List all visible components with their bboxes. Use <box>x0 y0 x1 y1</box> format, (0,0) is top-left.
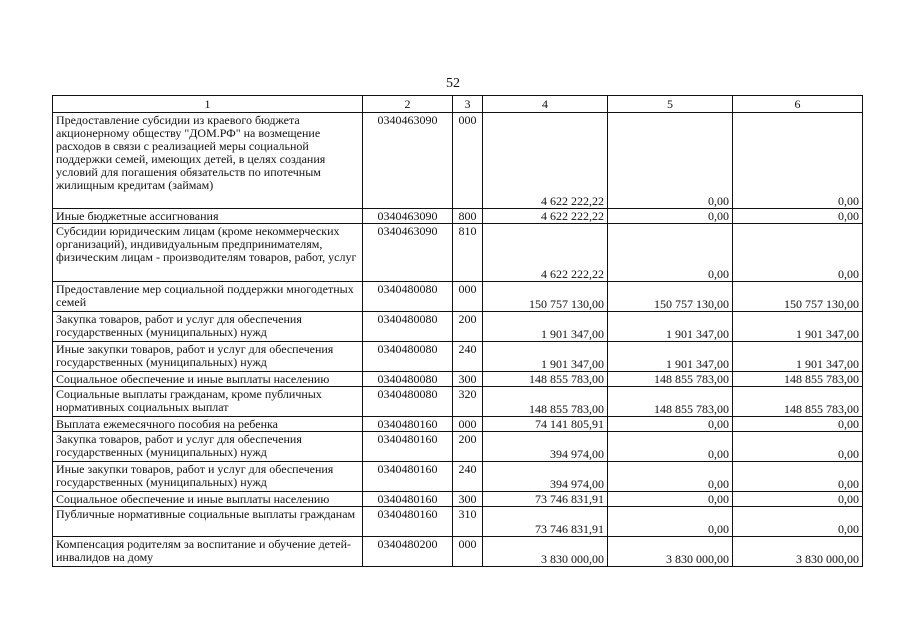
row-name: Социальное обеспечение и иные выплаты населению <box>53 372 363 387</box>
row-amount-2: 1 901 347,00 <box>608 312 733 342</box>
row-name: Иные закупки товаров, работ и услуг для обеспечения государственных (муниципальных) нужд <box>53 342 363 372</box>
column-header-csr: 2 <box>363 96 453 113</box>
row-vr-code: 240 <box>453 342 483 372</box>
row-amount-1: 394 974,00 <box>483 462 608 492</box>
row-name: Закупка товаров, работ и услуг для обеспечения государственных (муниципальных) нужд <box>53 312 363 342</box>
row-amount-3: 148 855 783,00 <box>733 387 863 417</box>
row-amount-2: 148 855 783,00 <box>608 387 733 417</box>
row-amount-1: 4 622 222,22 <box>483 224 608 282</box>
row-name: Компенсация родителям за воспитание и обучение детей-инвалидов на дому <box>53 537 363 567</box>
row-name: Социальное обеспечение и иные выплаты населению <box>53 492 363 507</box>
row-amount-1: 148 855 783,00 <box>483 387 608 417</box>
budget-table <box>52 95 863 567</box>
row-vr-code: 300 <box>453 492 483 507</box>
table-row <box>53 209 863 224</box>
row-name: Публичные нормативные социальные выплаты гражданам <box>53 507 363 537</box>
row-vr-code: 000 <box>453 282 483 312</box>
table-row <box>53 224 863 282</box>
row-name: Иные бюджетные ассигнования <box>53 209 363 224</box>
row-amount-3: 150 757 130,00 <box>733 282 863 312</box>
column-header-vr: 3 <box>453 96 483 113</box>
row-csr-code: 0340480160 <box>363 432 453 462</box>
table-header-row <box>53 96 863 113</box>
page-number: 52 <box>446 76 460 91</box>
row-vr-code: 200 <box>453 432 483 462</box>
row-amount-3: 0,00 <box>733 224 863 282</box>
row-amount-1: 73 746 831,91 <box>483 507 608 537</box>
row-amount-3: 0,00 <box>733 417 863 432</box>
row-vr-code: 000 <box>453 113 483 209</box>
row-csr-code: 0340463090 <box>363 209 453 224</box>
row-amount-2: 0,00 <box>608 113 733 209</box>
table-row <box>53 372 863 387</box>
row-vr-code: 200 <box>453 312 483 342</box>
row-csr-code: 0340480080 <box>363 282 453 312</box>
row-name: Закупка товаров, работ и услуг для обеспечения государственных (муниципальных) нужд <box>53 432 363 462</box>
row-amount-1: 3 830 000,00 <box>483 537 608 567</box>
row-amount-3: 0,00 <box>733 432 863 462</box>
column-header-name: 1 <box>53 96 363 113</box>
table-row <box>53 507 863 537</box>
table-row <box>53 342 863 372</box>
row-vr-code: 800 <box>453 209 483 224</box>
row-vr-code: 300 <box>453 372 483 387</box>
row-amount-1: 74 141 805,91 <box>483 417 608 432</box>
table-row <box>53 282 863 312</box>
table-row <box>53 492 863 507</box>
column-header-amount-1: 4 <box>483 96 608 113</box>
row-amount-1: 73 746 831,91 <box>483 492 608 507</box>
row-csr-code: 0340463090 <box>363 224 453 282</box>
row-amount-3: 0,00 <box>733 113 863 209</box>
row-name: Выплата ежемесячного пособия на ребенка <box>53 417 363 432</box>
row-amount-3: 0,00 <box>733 492 863 507</box>
row-vr-code: 000 <box>453 417 483 432</box>
row-csr-code: 0340480080 <box>363 372 453 387</box>
row-vr-code: 000 <box>453 537 483 567</box>
row-name: Предоставление субсидии из краевого бюджета акционерному обществу "ДОМ.РФ" на возмещение расходов в связи с реализацией меры социальной поддержки семей, имеющих детей, в целях создания условий для погашения обязательств по ипотечным жилищным кредитам (займам) <box>53 113 363 209</box>
table-row <box>53 537 863 567</box>
row-amount-3: 148 855 783,00 <box>733 372 863 387</box>
table-row <box>53 387 863 417</box>
row-amount-1: 1 901 347,00 <box>483 342 608 372</box>
row-amount-2: 1 901 347,00 <box>608 342 733 372</box>
table-row <box>53 432 863 462</box>
row-csr-code: 0340480160 <box>363 462 453 492</box>
row-amount-1: 148 855 783,00 <box>483 372 608 387</box>
row-vr-code: 240 <box>453 462 483 492</box>
row-vr-code: 810 <box>453 224 483 282</box>
row-name: Субсидии юридическим лицам (кроме некоммерческих организаций), индивидуальным предпринимателям, физическим лицам - производителям товаров, работ, услуг <box>53 224 363 282</box>
row-amount-1: 4 622 222,22 <box>483 113 608 209</box>
row-amount-3: 1 901 347,00 <box>733 342 863 372</box>
row-name: Предоставление мер социальной поддержки многодетных семей <box>53 282 363 312</box>
row-amount-3: 0,00 <box>733 209 863 224</box>
row-amount-3: 3 830 000,00 <box>733 537 863 567</box>
row-csr-code: 0340480160 <box>363 492 453 507</box>
row-csr-code: 0340480080 <box>363 342 453 372</box>
row-amount-2: 0,00 <box>608 417 733 432</box>
table-row <box>53 417 863 432</box>
row-csr-code: 0340480160 <box>363 417 453 432</box>
row-name: Иные закупки товаров, работ и услуг для обеспечения государственных (муниципальных) нужд <box>53 462 363 492</box>
row-amount-2: 0,00 <box>608 224 733 282</box>
row-amount-2: 3 830 000,00 <box>608 537 733 567</box>
row-name: Социальные выплаты гражданам, кроме публичных нормативных социальных выплат <box>53 387 363 417</box>
row-vr-code: 310 <box>453 507 483 537</box>
row-amount-2: 148 855 783,00 <box>608 372 733 387</box>
row-amount-1: 1 901 347,00 <box>483 312 608 342</box>
row-amount-2: 0,00 <box>608 432 733 462</box>
row-csr-code: 0340480080 <box>363 312 453 342</box>
table-row <box>53 312 863 342</box>
row-amount-1: 394 974,00 <box>483 432 608 462</box>
row-csr-code: 0340480160 <box>363 507 453 537</box>
row-vr-code: 320 <box>453 387 483 417</box>
row-csr-code: 0340480200 <box>363 537 453 567</box>
row-amount-2: 0,00 <box>608 507 733 537</box>
row-amount-3: 0,00 <box>733 507 863 537</box>
row-csr-code: 0340463090 <box>363 113 453 209</box>
table-row <box>53 462 863 492</box>
row-amount-2: 0,00 <box>608 209 733 224</box>
row-amount-2: 0,00 <box>608 462 733 492</box>
row-amount-1: 4 622 222,22 <box>483 209 608 224</box>
row-amount-3: 1 901 347,00 <box>733 312 863 342</box>
row-amount-2: 150 757 130,00 <box>608 282 733 312</box>
table-row <box>53 113 863 209</box>
row-amount-2: 0,00 <box>608 492 733 507</box>
row-csr-code: 0340480080 <box>363 387 453 417</box>
column-header-amount-3: 6 <box>733 96 863 113</box>
row-amount-1: 150 757 130,00 <box>483 282 608 312</box>
column-header-amount-2: 5 <box>608 96 733 113</box>
row-amount-3: 0,00 <box>733 462 863 492</box>
